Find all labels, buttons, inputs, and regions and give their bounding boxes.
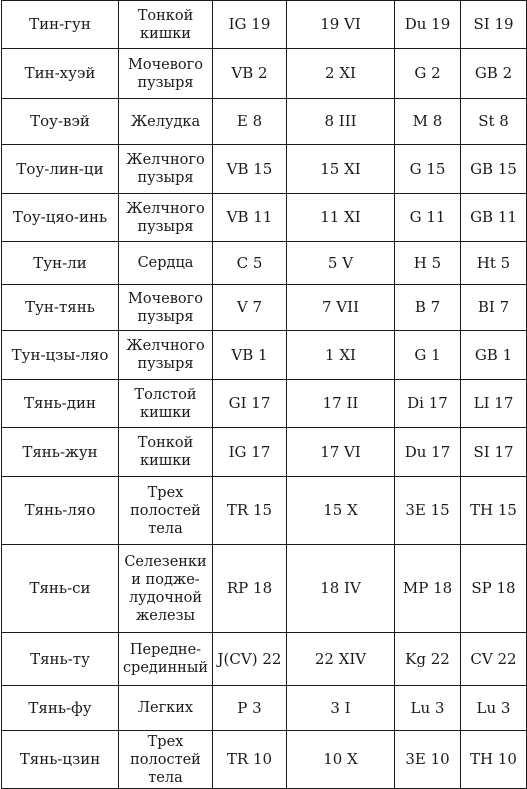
code-french-cell — [213, 380, 287, 428]
code-roman-cell-text: 17 II — [322, 394, 359, 412]
code-german-cell-text: MP 18 — [402, 579, 453, 597]
code-roman-cell-text: 2 XI — [325, 64, 356, 82]
code-english-cell-text: TH 10 — [470, 750, 517, 768]
meridian-organ-cell-text: Легких — [137, 700, 194, 716]
meridian-organ-cell — [119, 380, 213, 428]
code-english-cell — [461, 1, 527, 49]
point-name-cell-text: Тоу-лин-ци — [16, 159, 104, 178]
code-roman-cell — [287, 99, 395, 145]
code-roman-cell-text: 15 X — [323, 501, 358, 519]
code-french-cell — [213, 242, 287, 285]
table-body — [2, 1, 527, 789]
code-german-cell-text: G 15 — [409, 159, 446, 178]
code-french-cell — [213, 194, 287, 242]
point-name-cell-text: Тун-ли — [33, 253, 87, 272]
code-roman-cell-text: 15 XI — [320, 159, 361, 178]
meridian-organ-cell — [119, 686, 213, 731]
code-french-cell — [213, 99, 287, 145]
code-english-cell-text: Lu 3 — [476, 698, 511, 717]
point-name-cell-text: Тин-хуэй — [24, 64, 96, 82]
code-german-cell-text: H 5 — [413, 253, 442, 272]
code-english-cell — [461, 731, 527, 789]
code-roman-cell-text: 11 XI — [320, 208, 361, 226]
meridian-organ-cell-text: Желчного пузыря — [126, 152, 205, 186]
code-roman-cell-text: 3 I — [330, 698, 351, 717]
code-english-cell-text: GB 11 — [470, 208, 517, 226]
code-french-cell — [213, 633, 287, 686]
code-german-cell-text: Du 17 — [404, 442, 451, 461]
code-english-cell — [461, 242, 527, 285]
code-german-cell-text: G 11 — [409, 208, 446, 226]
code-roman-cell-text: 17 VI — [320, 442, 361, 461]
code-english-cell — [461, 285, 527, 331]
code-roman-cell — [287, 731, 395, 789]
meridian-organ-cell-text: Тонкой кишки — [137, 435, 194, 469]
point-name-cell-text: Тянь-ляо — [24, 501, 96, 519]
code-english-cell-text: SI 17 — [473, 442, 514, 461]
code-french-cell — [213, 477, 287, 545]
code-german-cell-text: B 7 — [414, 298, 441, 316]
table-row — [2, 99, 527, 145]
point-name-cell — [2, 380, 119, 428]
code-german-cell — [395, 194, 461, 242]
code-german-cell-text: 3E 10 — [405, 750, 450, 768]
meridian-organ-cell-text: Желчного пузыря — [126, 338, 205, 372]
point-name-cell — [2, 1, 119, 49]
code-german-cell — [395, 545, 461, 633]
point-name-cell — [2, 731, 119, 789]
meridian-organ-cell — [119, 633, 213, 686]
meridian-organ-cell — [119, 545, 213, 633]
code-french-cell-text: GI 17 — [228, 394, 271, 412]
meridian-organ-cell-text: Сердца — [137, 255, 194, 271]
code-french-cell — [213, 731, 287, 789]
table-row — [2, 731, 527, 789]
point-name-cell-text: Тянь-жун — [22, 442, 98, 461]
code-roman-cell — [287, 194, 395, 242]
meridian-organ-cell — [119, 49, 213, 99]
code-english-cell-text: GB 1 — [474, 345, 513, 364]
point-name-cell — [2, 477, 119, 545]
point-name-cell — [2, 686, 119, 731]
code-french-cell-text: IG 19 — [228, 15, 271, 33]
code-roman-cell — [287, 428, 395, 477]
code-german-cell-text: M 8 — [412, 112, 443, 130]
code-english-cell-text: SI 19 — [473, 15, 514, 33]
code-english-cell — [461, 49, 527, 99]
point-name-cell-text: Тун-цзы-ляо — [11, 345, 109, 364]
code-german-cell — [395, 477, 461, 545]
table-row — [2, 285, 527, 331]
code-english-cell — [461, 428, 527, 477]
code-french-cell-text: TR 15 — [226, 501, 273, 519]
code-roman-cell — [287, 545, 395, 633]
code-roman-cell-text: 7 VII — [322, 298, 359, 316]
meridian-organ-cell-text: Желчного пузыря — [126, 200, 205, 235]
point-name-cell-text: Тянь-фу — [28, 698, 92, 717]
code-french-cell — [213, 285, 287, 331]
code-english-cell — [461, 194, 527, 242]
meridian-organ-cell-text: Тонкой кишки — [137, 7, 194, 42]
code-english-cell-text: GB 2 — [474, 64, 513, 82]
table-row — [2, 1, 527, 49]
meridian-organ-cell — [119, 194, 213, 242]
code-roman-cell — [287, 242, 395, 285]
code-french-cell-text: J(CV) 22 — [217, 649, 282, 668]
table-row — [2, 477, 527, 545]
code-french-cell-text: VB 15 — [226, 159, 273, 178]
code-german-cell — [395, 731, 461, 789]
meridian-organ-cell — [119, 242, 213, 285]
code-english-cell-text: BI 7 — [477, 298, 510, 316]
code-roman-cell-text: 18 IV — [320, 579, 361, 597]
code-roman-cell-text: 22 XIV — [314, 649, 367, 668]
code-german-cell — [395, 285, 461, 331]
meridian-organ-cell — [119, 99, 213, 145]
code-roman-cell — [287, 49, 395, 99]
code-english-cell-text: GB 15 — [470, 159, 517, 178]
code-roman-cell-text: 5 V — [327, 253, 354, 272]
table-row — [2, 428, 527, 477]
code-german-cell — [395, 331, 461, 380]
code-french-cell — [213, 331, 287, 380]
table-row — [2, 545, 527, 633]
meridian-organ-cell-text: Мочевого пузыря — [128, 56, 203, 91]
code-german-cell-text: Kg 22 — [405, 649, 450, 668]
code-french-cell — [213, 545, 287, 633]
code-english-cell-text: St 8 — [478, 112, 509, 130]
point-name-cell — [2, 145, 119, 194]
code-english-cell-text: TH 15 — [470, 501, 517, 519]
meridian-organ-cell-text: Передне- срединный — [122, 642, 209, 676]
code-german-cell-text: Di 17 — [407, 394, 448, 412]
meridian-organ-cell — [119, 731, 213, 789]
point-name-cell-text: Тянь-ту — [30, 649, 90, 668]
code-german-cell — [395, 380, 461, 428]
code-english-cell-text: Ht 5 — [476, 253, 511, 272]
code-french-cell-text: V 7 — [236, 298, 263, 316]
point-name-cell — [2, 242, 119, 285]
meridian-organ-cell — [119, 1, 213, 49]
code-german-cell — [395, 428, 461, 477]
code-german-cell — [395, 99, 461, 145]
acupoint-table — [1, 0, 527, 789]
code-german-cell-text: Lu 3 — [410, 698, 445, 717]
code-french-cell-text: C 5 — [236, 253, 263, 272]
code-french-cell-text: VB 2 — [231, 64, 268, 82]
code-french-cell — [213, 49, 287, 99]
meridian-organ-cell-text: Трех полостей тела — [130, 733, 201, 786]
code-english-cell — [461, 99, 527, 145]
meridian-organ-cell — [119, 285, 213, 331]
meridian-organ-cell-text: Мочевого пузыря — [128, 290, 203, 325]
point-name-cell — [2, 99, 119, 145]
meridian-organ-cell-text: Трех полостей тела — [130, 484, 201, 537]
point-name-cell-text: Тоу-вэй — [30, 112, 90, 130]
code-french-cell-text: P 3 — [237, 698, 262, 717]
meridian-organ-cell-text: Желудка — [130, 113, 201, 130]
meridian-organ-cell — [119, 428, 213, 477]
code-french-cell — [213, 145, 287, 194]
code-roman-cell — [287, 380, 395, 428]
code-english-cell-text: SP 18 — [471, 579, 516, 597]
code-french-cell-text: IG 17 — [228, 442, 271, 461]
code-roman-cell-text: 8 III — [324, 112, 357, 130]
code-roman-cell — [287, 1, 395, 49]
code-roman-cell — [287, 145, 395, 194]
code-french-cell-text: TR 10 — [226, 750, 273, 768]
code-german-cell — [395, 1, 461, 49]
code-roman-cell — [287, 686, 395, 731]
point-name-cell — [2, 331, 119, 380]
meridian-organ-cell-text: Селезенки и подже- лудочной железы — [124, 553, 207, 624]
point-name-cell — [2, 545, 119, 633]
code-english-cell — [461, 633, 527, 686]
code-french-cell-text: VB 1 — [231, 345, 268, 364]
code-german-cell-text: G 1 — [414, 345, 441, 364]
code-roman-cell-text: 1 XI — [325, 345, 356, 364]
point-name-cell — [2, 194, 119, 242]
point-name-cell-text: Тин-гун — [29, 15, 91, 33]
code-french-cell-text: E 8 — [236, 112, 263, 130]
point-name-cell-text: Тоу-цяо-инь — [12, 208, 108, 226]
code-roman-cell — [287, 477, 395, 545]
point-name-cell-text: Тянь-цзин — [19, 750, 101, 768]
point-name-cell-text: Тун-тянь — [25, 298, 95, 316]
code-german-cell — [395, 145, 461, 194]
code-roman-cell — [287, 331, 395, 380]
code-english-cell — [461, 380, 527, 428]
code-roman-cell — [287, 633, 395, 686]
code-german-cell-text: 3E 15 — [405, 501, 450, 519]
code-english-cell — [461, 477, 527, 545]
code-german-cell — [395, 242, 461, 285]
code-roman-cell-text: 19 VI — [320, 15, 361, 33]
point-name-cell-text: Тянь-дин — [24, 394, 96, 412]
meridian-organ-cell — [119, 331, 213, 380]
point-name-cell — [2, 285, 119, 331]
code-english-cell-text: LI 17 — [473, 394, 514, 412]
point-name-cell — [2, 49, 119, 99]
code-english-cell — [461, 145, 527, 194]
code-german-cell — [395, 633, 461, 686]
code-english-cell — [461, 686, 527, 731]
code-german-cell-text: G 2 — [414, 64, 441, 82]
code-german-cell — [395, 686, 461, 731]
table-row — [2, 331, 527, 380]
table-row — [2, 194, 527, 242]
code-french-cell — [213, 1, 287, 49]
table-row — [2, 242, 527, 285]
code-french-cell-text: VB 11 — [226, 208, 273, 226]
table-row — [2, 49, 527, 99]
point-name-cell-text: Тянь-си — [29, 579, 91, 597]
meridian-organ-cell-text: Толстой кишки — [134, 386, 197, 421]
table-row — [2, 380, 527, 428]
point-name-cell — [2, 428, 119, 477]
meridian-organ-cell — [119, 145, 213, 194]
code-french-cell — [213, 686, 287, 731]
code-roman-cell — [287, 285, 395, 331]
code-english-cell-text: CV 22 — [470, 649, 517, 668]
code-english-cell — [461, 331, 527, 380]
code-roman-cell-text: 10 X — [323, 750, 358, 768]
point-name-cell — [2, 633, 119, 686]
table-row — [2, 686, 527, 731]
code-german-cell — [395, 49, 461, 99]
code-english-cell — [461, 545, 527, 633]
table-row — [2, 145, 527, 194]
table-row — [2, 633, 527, 686]
code-german-cell-text: Du 19 — [404, 15, 451, 33]
meridian-organ-cell — [119, 477, 213, 545]
code-french-cell-text: RP 18 — [226, 579, 273, 597]
code-french-cell — [213, 428, 287, 477]
